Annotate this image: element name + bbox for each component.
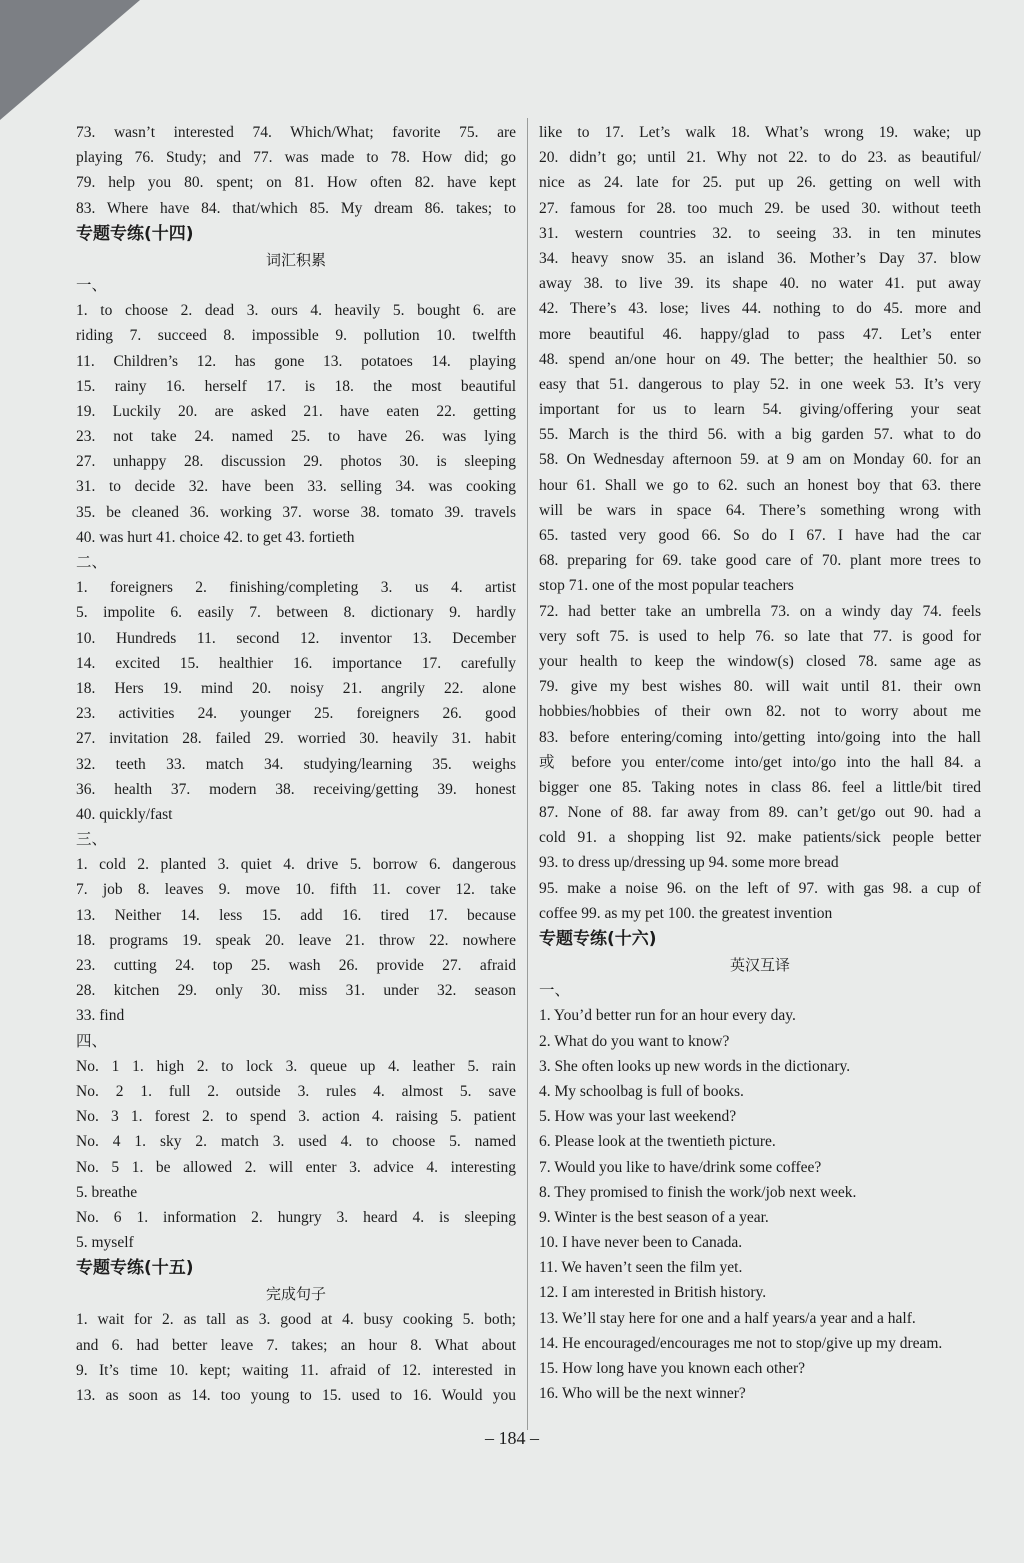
answer-line: 27. invitation 28. failed 29. worried 30. heavily 31. habit	[76, 730, 516, 748]
answer-line: 31. western countries 32. to seeing 33. in ten minutes	[539, 224, 981, 242]
translation-line: 4. My schoolbag is full of books.	[539, 1082, 744, 1100]
translation-line: 9. Winter is the best season of a year.	[539, 1208, 769, 1226]
answer-line: 7. job 8. leaves 9. move 10. fifth 11. cover 12. take	[76, 881, 516, 899]
page-corner-shadow	[0, 0, 140, 120]
answer-line: 40. quickly/fast	[76, 805, 173, 823]
answer-line: 5. impolite 6. easily 7. between 8. dictionary 9. hardly	[76, 604, 516, 622]
section-heading: 专题专练(十六)	[539, 929, 657, 949]
part-label: 四、	[76, 1032, 108, 1050]
answer-line: 72. had better take an umbrella 73. on a windy day 74. feels	[539, 602, 981, 620]
answer-line: 83. Where have 84. that/which 85. My dream 86. takes; to	[76, 199, 516, 217]
translation-line: 11. We haven’t seen the film yet.	[539, 1259, 743, 1277]
translation-line: 3. She often looks up new words in the dictionary.	[539, 1057, 851, 1075]
answer-line: 79. help you 80. spent; on 81. How often 82. have kept	[76, 174, 516, 192]
answer-line: coffee 99. as my pet 100. the greatest invention	[539, 904, 833, 922]
answer-line: bigger one 85. Taking notes in class 86. feel a little/bit tired	[539, 778, 981, 796]
answer-line: your health to keep the window(s) closed 78. same age as	[539, 652, 981, 670]
answer-line: hobbies/hobbies of their own 82. not to worry about me	[539, 703, 981, 721]
subsection-title: 词汇积累	[265, 250, 326, 269]
answer-line: 11. Children’s 12. has gone 13. potatoes 14. playing	[76, 352, 516, 370]
answer-line: 9. It’s time 10. kept; waiting 11. afraid of 12. interested in	[76, 1361, 516, 1379]
answer-line: No. 1 1. high 2. to lock 3. queue up 4. leather 5. rain	[76, 1057, 516, 1075]
translation-line: 1. You’d better run for an hour every day.	[539, 1007, 796, 1025]
answer-line: 10. Hundreds 11. second 12. inventor 13. December	[76, 629, 516, 647]
translation-line: 6. Please look at the twentieth picture.	[539, 1133, 776, 1151]
answer-line: away 38. to live 39. its shape 40. no water 41. put away	[539, 275, 981, 293]
part-label: 一、	[76, 276, 108, 294]
translation-line: 14. He encouraged/encourages me not to stop/give up my dream.	[539, 1334, 943, 1352]
answer-line: No. 6 1. information 2. hungry 3. heard 4. is sleeping	[76, 1208, 516, 1226]
answer-line: riding 7. succeed 8. impossible 9. pollution 10. twelfth	[76, 327, 516, 345]
answer-line: more beautiful 46. happy/glad to pass 47. Let’s enter	[539, 325, 981, 343]
answer-line: 32. teeth 33. match 34. studying/learning 35. weighs	[76, 755, 516, 773]
answer-line: like to 17. Let’s walk 18. What’s wrong 19. wake; up	[539, 124, 981, 141]
answer-line: important for us to learn 54. giving/offering your seat	[539, 401, 981, 419]
answer-line: 14. excited 15. healthier 16. importance 17. carefully	[76, 654, 516, 672]
answer-line: very soft 75. is used to help 76. so late that 77. is good for	[539, 627, 981, 645]
answer-line: will be wars in space 64. There’s something wrong with	[539, 501, 981, 519]
part-label: 二、	[76, 554, 108, 571]
answer-line: 1. to choose 2. dead 3. ours 4. heavily 5. bought 6. are	[76, 302, 516, 320]
answer-line: 27. unhappy 28. discussion 29. photos 30. is sleeping	[76, 453, 516, 471]
answer-line: 58. On Wednesday afternoon 59. at 9 am on Monday 60. for an	[539, 451, 981, 469]
answer-line: 27. famous for 28. too much 29. be used 30. without teeth	[539, 199, 981, 217]
answer-line: No. 5 1. be allowed 2. will enter 3. advice 4. interesting	[76, 1158, 516, 1176]
answer-line: 1. cold 2. planted 3. quiet 4. drive 5. borrow 6. dangerous	[76, 856, 516, 874]
answer-line: 68. preparing for 69. take good care of 70. plant more trees to	[539, 552, 981, 570]
answer-line: 5. myself	[76, 1234, 134, 1252]
answer-line: 1. wait for 2. as tall as 3. good at 4. busy cooking 5. both;	[76, 1311, 516, 1329]
answer-line: 83. before entering/coming into/getting into/going into the hall	[539, 728, 981, 746]
answer-line: 36. health 37. modern 38. receiving/getting 39. honest	[76, 780, 516, 798]
answer-line: 13. as soon as 14. too young to 15. used to 16. Would you	[76, 1387, 516, 1404]
answer-line: 20. didn’t go; until 21. Why not 22. to do 23. as beautiful/	[539, 149, 981, 167]
answer-line: 18. Hers 19. mind 20. noisy 21. angrily 22. alone	[76, 679, 516, 697]
column-divider	[527, 118, 528, 1430]
answer-line: hour 61. Shall we go to 62. such an honest boy that 63. there	[539, 476, 981, 494]
answer-line: 23. activities 24. younger 25. foreigners 26. good	[76, 705, 516, 723]
subsection-title: 英汉互译	[729, 956, 790, 974]
answer-line: 73. wasn’t interested 74. Which/What; favorite 75. are	[76, 124, 516, 141]
answer-line: easy that 51. dangerous to play 52. in one week 53. It’s very	[539, 375, 981, 393]
answer-line: 33. find	[76, 1007, 125, 1025]
answer-line: 34. heavy snow 35. an island 36. Mother’s Day 37. blow	[539, 249, 981, 267]
answer-line: 13. Neither 14. less 15. add 16. tired 17. because	[76, 906, 516, 924]
translation-line: 5. How was your last weekend?	[539, 1108, 737, 1126]
answer-line: 40. was hurt 41. choice 42. to get 43. fortieth	[76, 528, 355, 546]
answer-line: 28. kitchen 29. only 30. miss 31. under 32. season	[76, 982, 516, 1000]
part-label: 一、	[539, 982, 571, 1000]
answer-line: 1. foreigners 2. finishing/completing 3. us 4. artist	[76, 579, 516, 597]
translation-line: 15. How long have you known each other?	[539, 1360, 806, 1377]
answer-line: 79. give my best wishes 80. will wait until 81. their own	[539, 678, 981, 696]
translation-line: 8. They promised to finish the work/job next week.	[539, 1183, 857, 1201]
answer-line: nice as 24. late for 25. put up 26. getting on well with	[539, 174, 981, 192]
translation-line: 16. Who will be the next winner?	[539, 1385, 746, 1403]
answer-line: 23. cutting 24. top 25. wash 26. provide 27. afraid	[76, 957, 516, 974]
page-number: – 184 –	[485, 1428, 539, 1448]
answer-line: 95. make a noise 96. on the left of 97. with gas 98. a cup of	[539, 879, 981, 897]
answer-line: 18. programs 19. speak 20. leave 21. throw 22. nowhere	[76, 931, 516, 949]
subsection-title: 完成句子	[265, 1285, 326, 1304]
answer-line: 19. Luckily 20. are asked 21. have eaten 22. getting	[76, 402, 516, 420]
section-heading: 专题专练(十五)	[76, 1258, 194, 1279]
answer-line: 23. not take 24. named 25. to have 26. was lying	[76, 428, 516, 446]
answer-line: 55. March is the third 56. with a big garden 57. what to do	[539, 426, 981, 444]
answer-line: 65. tasted very good 66. So do I 67. I have had the car	[539, 527, 981, 544]
answer-line: No. 4 1. sky 2. match 3. used 4. to choose 5. named	[76, 1133, 516, 1151]
answer-line: 31. to decide 32. have been 33. selling 34. was cooking	[76, 478, 516, 496]
answer-line: 或 before you enter/come into/get into/go into the hall 84. a	[539, 753, 981, 771]
answer-line: 48. spend an/one hour on 49. The better; the healthier 50. so	[539, 350, 981, 368]
answer-column-left	[76, 120, 516, 1408]
answer-line: No. 2 1. full 2. outside 3. rules 4. almost 5. save	[76, 1082, 516, 1100]
section-heading: 专题专练(十四)	[76, 223, 194, 244]
answer-line: stop 71. one of the most popular teachers	[539, 577, 794, 595]
answer-line: 35. be cleaned 36. working 37. worse 38. tomato 39. travels	[76, 503, 516, 521]
answer-line: 5. breathe	[76, 1183, 138, 1201]
answer-line: playing 76. Study; and 77. was made to 78. How did; go	[76, 149, 516, 167]
translation-line: 12. I am interested in British history.	[539, 1284, 767, 1302]
answer-line: 93. to dress up/dressing up 94. some more bread	[539, 854, 839, 872]
translation-line: 7. Would you like to have/drink some coffee?	[539, 1158, 822, 1176]
answer-line: cold 91. a shopping list 92. make patients/sick people better	[539, 829, 981, 847]
translation-line: 2. What do you want to know?	[539, 1032, 730, 1050]
answer-line: 87. None of 88. far away from 89. can’t get/go out 90. had a	[539, 804, 981, 822]
answer-line: 42. There’s 43. lose; lives 44. nothing to do 45. more and	[539, 300, 981, 318]
answer-line: 15. rainy 16. herself 17. is 18. the most beautiful	[76, 377, 516, 395]
translation-line: 13. We’ll stay here for one and a half years/a year and a half.	[539, 1309, 916, 1327]
translation-line: 10. I have never been to Canada.	[539, 1234, 743, 1252]
part-label: 三、	[76, 831, 108, 849]
answer-line: and 6. had better leave 7. takes; an hour 8. What about	[76, 1336, 516, 1354]
answer-column-right	[539, 120, 981, 1406]
answer-line: No. 3 1. forest 2. to spend 3. action 4. raising 5. patient	[76, 1108, 516, 1126]
